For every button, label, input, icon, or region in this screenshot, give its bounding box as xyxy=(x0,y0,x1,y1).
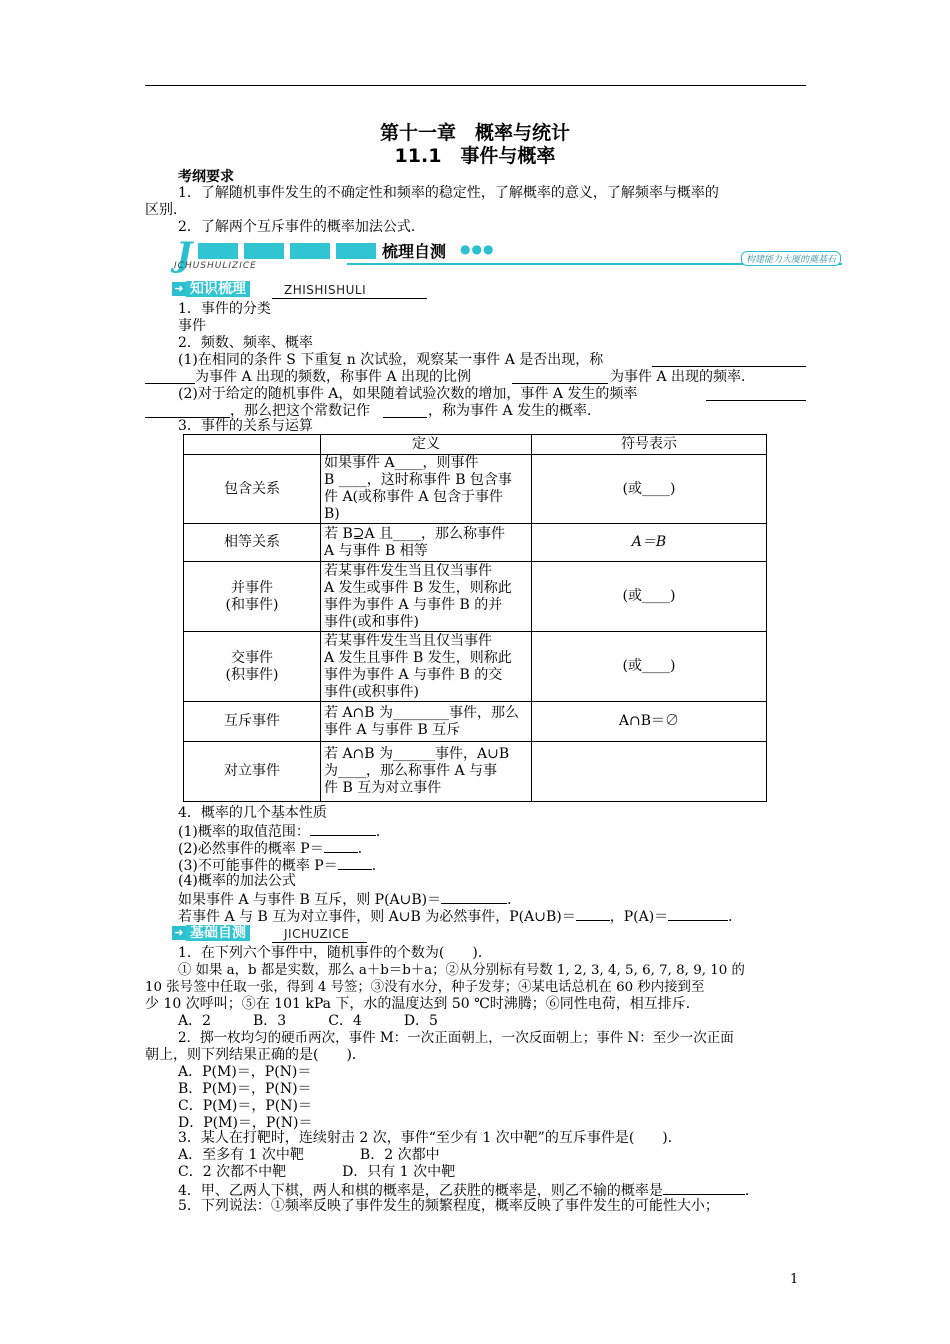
section-banner xyxy=(172,235,847,275)
blank xyxy=(338,856,372,870)
row-name: 对立事件 xyxy=(184,742,321,802)
q2-option-d: D．P(M)＝，P(N)＝ xyxy=(178,1115,313,1131)
text: ． xyxy=(507,892,522,908)
row-definition xyxy=(321,742,532,802)
row-name: 相等关系 xyxy=(184,524,321,562)
page-number: 1 xyxy=(790,1272,799,1287)
text: (3)不可能事件的概率 P＝ xyxy=(178,858,338,874)
q1-line-4: 少 10 次呼叫；⑤在 101 kPa 下，水的温度达到 50 ℃时沸腾；⑥同性电荷，相互排斥． xyxy=(145,996,700,1012)
def-line: B ____，这时称事件 B 包含事 xyxy=(324,472,512,488)
banner-pinyin: ICHUSHULIZICE xyxy=(174,261,257,271)
row-definition xyxy=(321,455,532,524)
arrow-icon: ➜ xyxy=(172,282,186,296)
def-line: 事件 A 与事件 B 互斥 xyxy=(324,721,461,738)
text: ，P(A)＝ xyxy=(609,909,669,925)
table-row xyxy=(184,562,767,632)
table-header xyxy=(184,435,321,455)
text: 4．甲、乙两人下棋，两人和棋的概率是，乙获胜的概率是，则乙不输的概率是 xyxy=(178,1183,663,1199)
row-symbol xyxy=(532,742,767,802)
q3-options-cd: C．2 次都不中靶 D．只有 1 次中靶 xyxy=(178,1164,456,1180)
q2-line-2: 朝上，则下列结果正确的是( )． xyxy=(145,1047,366,1063)
table-row xyxy=(184,632,767,702)
banner-heading: 梳理自测 xyxy=(382,242,447,261)
text: 如果事件 A 与事件 B 互斥，则 P(A∪B)＝ xyxy=(178,892,442,908)
row-definition xyxy=(321,562,532,632)
table-header: 定义 xyxy=(321,435,532,455)
chapter-title: 第十一章 概率与统计 xyxy=(379,122,570,144)
selftest-tag-underline xyxy=(272,942,367,943)
blank xyxy=(383,417,427,418)
q2: 2．掷一枚均匀的硬币两次，事件 M：一次正面朝上，一次反面朝上；事件 N：至少一次正面 xyxy=(178,1030,734,1046)
knowledge-tag-underline xyxy=(272,298,427,299)
arrow-icon: ➜ xyxy=(172,926,186,940)
def-line: A 发生或事件 B 发生，则称此 xyxy=(324,579,512,596)
q1-line-3: 10 张号签中任取一张，得到 4 号签；③没有水分，种子发芽；④某电话总机在 60 秒内接到至 xyxy=(145,980,705,995)
text: ． xyxy=(375,824,390,840)
selftest-tag xyxy=(172,925,372,941)
q2-option-b: B．P(M)＝，P(N)＝ xyxy=(178,1081,312,1097)
def-line: 若 A∩B 为______事件，A∪B xyxy=(324,746,510,762)
knowledge-line-2: 事件 xyxy=(178,318,206,334)
relations-table xyxy=(183,434,767,802)
def-line: A 与事件 B 相等 xyxy=(324,542,428,559)
def-line: 事件为事件 A 与事件 B 的交 xyxy=(324,666,503,683)
blank xyxy=(576,907,610,921)
blank xyxy=(668,907,728,921)
banner-bars xyxy=(198,243,378,259)
text: ． xyxy=(371,858,386,874)
row-definition xyxy=(321,702,532,742)
requirement-2: 2．了解两个互斥事件的概率加法公式． xyxy=(178,219,425,235)
row-name: 交事件 (积事件) xyxy=(184,632,321,702)
table-row xyxy=(184,455,767,524)
text: 若事件 A 与 B 互为对立事件，则 A∪B 为必然事件，P(A∪B)＝ xyxy=(178,909,576,925)
text: ． xyxy=(728,909,743,925)
q5: 5．下列说法：①频率反映了事件发生的频繁程度，概率反映了事件发生的可能性大小； xyxy=(178,1198,719,1214)
requirement-1: 1．了解随机事件发生的不确定性和频率的稳定性，了解概率的意义，了解频率与概率的 xyxy=(178,185,719,201)
def-line: 如果事件 A____，则事件 xyxy=(324,455,479,471)
def-line: 件 B 互为对立事件 xyxy=(324,780,442,796)
selftest-tag-pinyin: JICHUZICE xyxy=(284,927,350,941)
table-header: 符号表示 xyxy=(532,435,767,455)
table-row xyxy=(184,702,767,742)
table-header-row xyxy=(184,435,767,455)
row-symbol: (或____) xyxy=(532,632,767,702)
def-line: 事件为事件 A 与事件 B 的并 xyxy=(324,596,503,613)
text: (2)必然事件的概率 P＝ xyxy=(178,841,324,857)
knowledge-line-4: (1)在相同的条件 S 下重复 n 次试验，观察某一事件 A 是否出现，称 xyxy=(178,352,604,368)
row-symbol: (或____) xyxy=(532,562,767,632)
row-name: 并事件 (和事件) xyxy=(184,562,321,632)
row-definition xyxy=(321,524,532,562)
knowledge-line-7b: ，称为事件 A 发生的概率． xyxy=(428,403,602,419)
knowledge-line-5a: 为事件 A 出现的频数，称事件 A 出现的比例 xyxy=(195,369,472,385)
knowledge-line-8: 3．事件的关系与运算 xyxy=(178,418,313,434)
def-line: 为____，那么称事件 A 与事 xyxy=(324,763,498,779)
row-definition xyxy=(321,632,532,702)
def-line: A 发生且事件 B 发生，则称此 xyxy=(324,649,512,666)
text: ． xyxy=(744,1183,759,1199)
q1-options: A．2 B．3 C．4 D．5 xyxy=(178,1013,438,1029)
table-row xyxy=(184,742,767,802)
knowledge-line-6: (2)对于给定的随机事件 A，如果随着试验次数的增加，事件 A 发生的频率 xyxy=(178,386,638,402)
blank xyxy=(706,400,806,401)
blank xyxy=(441,890,507,904)
q2-option-c: C．P(M)＝，P(N)＝ xyxy=(178,1098,312,1114)
blank xyxy=(663,1181,745,1195)
def-line: 若某事件发生当且仅当事件 xyxy=(324,562,492,579)
properties-line-1: 4．概率的几个基本性质 xyxy=(178,805,327,821)
blank xyxy=(324,839,358,853)
blank xyxy=(145,383,195,384)
row-symbol: A∩B＝∅ xyxy=(532,702,767,742)
knowledge-line-1: 1．事件的分类 xyxy=(178,301,271,317)
requirement-1-cont: 区别． xyxy=(145,202,187,218)
row-name: 包含关系 xyxy=(184,455,321,524)
knowledge-tag-pinyin: ZHISHISHULI xyxy=(284,283,367,297)
q3: 3．某人在打靶时，连续射击 2 次，事件“至少有 1 次中靶”的互斥事件是( )． xyxy=(178,1130,682,1146)
blank xyxy=(512,383,608,384)
banner-letter: J xyxy=(176,235,193,275)
requirements-heading: 考纲要求 xyxy=(178,169,234,185)
knowledge-line-5b: 为事件 A 出现的频率． xyxy=(610,369,756,385)
text: ． xyxy=(357,841,372,857)
q1: 1．在下列六个事件中，随机事件的个数为( )． xyxy=(178,945,492,961)
blank xyxy=(652,366,806,367)
table-row xyxy=(184,524,767,562)
text: (1)概率的取值范围： xyxy=(178,824,310,840)
knowledge-tag-label: 知识梳理 xyxy=(186,281,250,297)
def-line: 若 A∩B 为________事件，那么 xyxy=(324,704,520,721)
blank xyxy=(310,822,376,836)
row-symbol: A＝B xyxy=(532,524,767,562)
banner-slogan: 构建能力大厦的奠基石 xyxy=(741,251,841,266)
knowledge-tag xyxy=(172,281,432,297)
row-name: 互斥事件 xyxy=(184,702,321,742)
def-line: 若某事件发生当且仅当事件 xyxy=(324,632,492,649)
def-line: 事件(或积事件) xyxy=(324,683,419,700)
properties-line-5: (4)概率的加法公式 xyxy=(178,873,296,889)
row-symbol: (或____) xyxy=(532,455,767,524)
def-line: 件 A(或称事件 A 包含于事件 xyxy=(324,489,504,505)
def-line: B) xyxy=(324,506,340,522)
q1-line-2: ① 如果 a，b 都是实数，那么 a＋b＝b＋a；②从分别标有号数 1, 2, 3, 4, 5, 6, 7, 8, 9, 10 的 xyxy=(178,963,745,978)
banner-dots: ●●● xyxy=(460,242,495,256)
def-line: 事件(或和事件) xyxy=(324,613,419,630)
section-title: 11.1 事件与概率 xyxy=(394,145,556,167)
q2-option-a: A．P(M)＝，P(N)＝ xyxy=(178,1064,312,1080)
def-line: 若 B⊇A 且____，那么称事件 xyxy=(324,525,506,542)
knowledge-line-3: 2．频数、频率、概率 xyxy=(178,335,313,351)
selftest-tag-label: 基础自测 xyxy=(186,925,250,941)
properties-line-7 xyxy=(178,907,742,926)
top-rule xyxy=(145,85,806,86)
q3-options-ab: A．至多有 1 次中靶 B．2 次都中 xyxy=(178,1147,440,1163)
knowledge-line-7a: ，那么把这个常数记作 xyxy=(230,403,370,419)
